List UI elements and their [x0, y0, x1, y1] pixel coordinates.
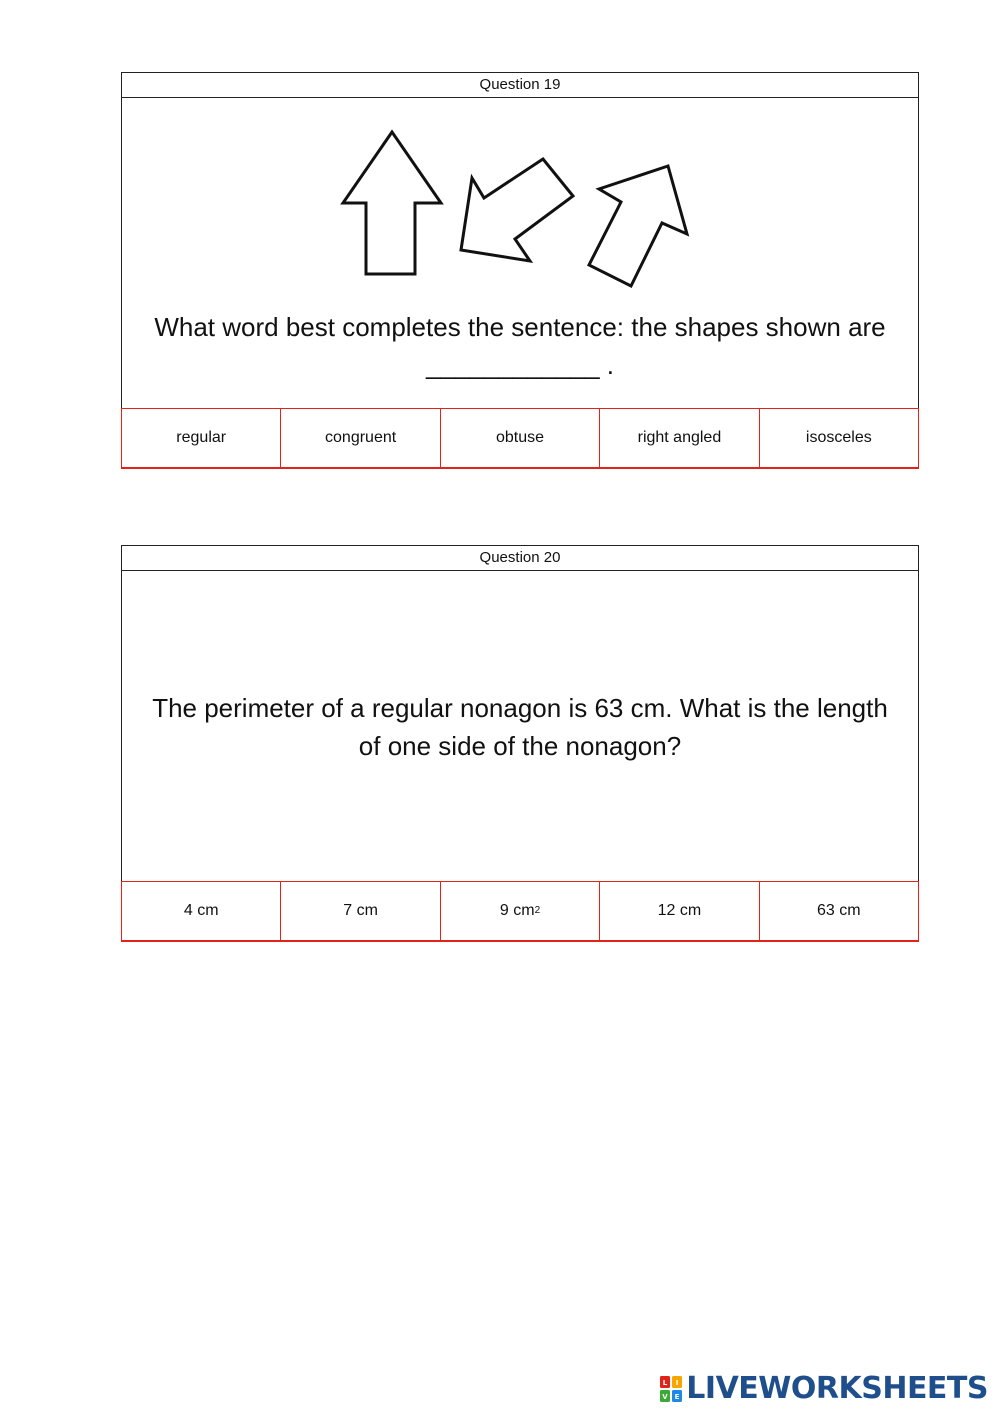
answer-option[interactable] [122, 409, 281, 467]
arrow-shapes-figure [122, 98, 920, 298]
question-text: What word best completes the sentence: the shapes shown are ____________ . [154, 312, 886, 380]
svg-text:V: V [662, 1392, 669, 1401]
arrow-up-right-icon [589, 166, 687, 286]
question-body [122, 98, 918, 408]
arrow-up-icon [343, 132, 441, 274]
answer-options [121, 408, 919, 469]
liveworksheets-brand[interactable] [660, 1371, 988, 1406]
answer-label: 9 cm [499, 902, 535, 919]
answer-option[interactable] [441, 409, 600, 467]
answer-option[interactable] [600, 882, 759, 940]
answer-option[interactable]: 9 cm 2 [441, 882, 600, 940]
question-body [122, 571, 918, 881]
answer-label: 63 cm [817, 902, 861, 919]
answer-option[interactable] [122, 882, 281, 940]
answer-option[interactable] [760, 882, 918, 940]
answer-label: 7 cm [343, 902, 378, 919]
question-card-19 [121, 72, 919, 469]
liveworksheets-logo-icon [660, 1376, 682, 1402]
answer-option[interactable] [281, 882, 440, 940]
svg-text:E: E [674, 1392, 680, 1401]
answer-label: 4 cm [183, 902, 219, 919]
brand-name: LIVEWORKSHEETS [686, 1371, 988, 1406]
question-text: The perimeter of a regular nonagon is 63 cm. What is the length of one side of the nonagon? [152, 693, 888, 761]
answer-options [121, 881, 919, 942]
arrow-down-left-icon [461, 159, 573, 261]
answer-label: congruent [325, 429, 397, 446]
answer-label: obtuse [495, 429, 545, 446]
answer-option[interactable] [600, 409, 759, 467]
svg-text:I: I [675, 1378, 679, 1387]
answer-option[interactable] [281, 409, 440, 467]
answer-label: 12 cm [657, 902, 702, 919]
question-header: Question 19 [122, 73, 918, 98]
question-header: Question 20 [122, 546, 918, 571]
svg-text:L: L [663, 1378, 668, 1387]
answer-label: isosceles [805, 429, 872, 446]
answer-label: right angled [637, 429, 722, 446]
answer-label: regular [176, 429, 227, 446]
answer-option[interactable] [760, 409, 918, 467]
question-card-20 [121, 545, 919, 942]
